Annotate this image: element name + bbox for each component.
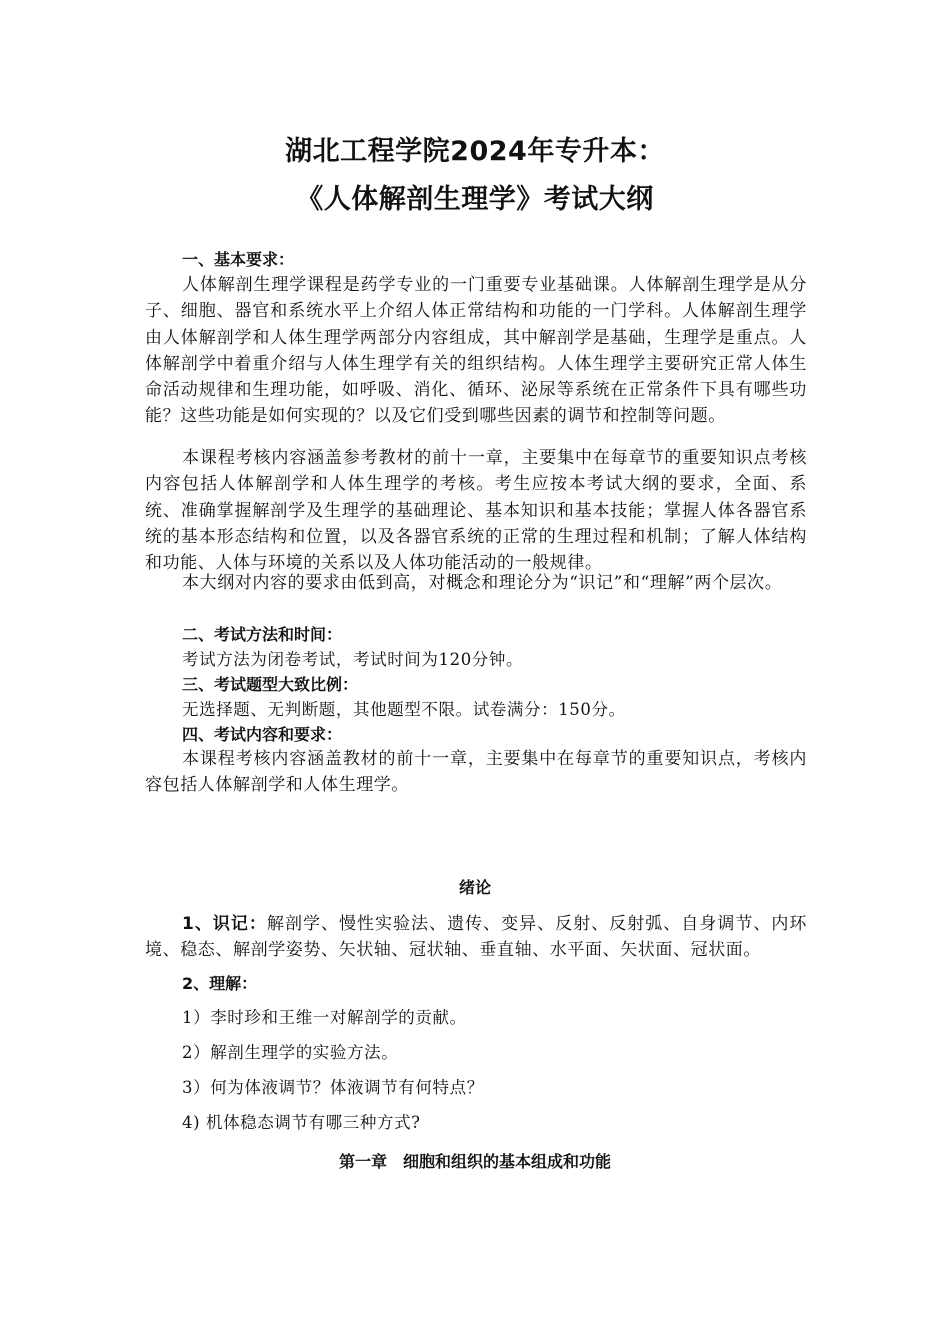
intro-title: 绪论 [458, 878, 491, 897]
document-title-line1: 湖北工程学院2024年专升本： [285, 136, 665, 167]
section-basic-paragraph-3: 本大纲对内容的要求由低到高，对概念和理论分为“识记”和“理解”两个层次。 [182, 573, 783, 593]
chapter1-title: 第一章 细胞和组织的基本组成和功能 [338, 1152, 611, 1171]
intro-memorize-label: 1、识记： [182, 914, 267, 934]
section-types-heading: 三、考试题型大致比例： [182, 675, 359, 694]
section-basic-paragraph-1: 人体解剖生理学课程是药学专业的一门重要专业基础课。人体解剖生理学是从分子、细胞、器官和系统水平上介绍人体正常结构和功能的一门学科。人体解剖生理学由人体解剖学和人体生理学两部分内容组成，其中解剖学是基础，生理学是重点。人体解剖学中着重介绍与人体生理学有关的组织结构。人体生理学主要研究正常人体生命活动规律和生理功能，如呼吸、消化、循环、泌尿等系统在正常条件下具有哪些功能？这些功能是如何实现的？以及它们受到哪些因素的调节和控制等问题。 [145, 275, 807, 427]
intro-memorize [145, 911, 807, 964]
section-method-text: 考试方法为闭卷考试，考试时间为120分钟。 [182, 650, 524, 669]
intro-item-1: 1）李时珍和王维一对解剖学的贡献。 [182, 1008, 467, 1027]
section-types-text: 无选择题、无判断题，其他题型不限。试卷满分：150分。 [182, 700, 626, 719]
intro-memorize-text: 解剖学、慢性实验法、遗传、变异、反射、反射弧、自身调节、内环境、稳态、解剖学姿势、矢状轴、冠状轴、垂直轴、水平面、矢状面、冠状面。 [145, 914, 807, 961]
intro-item-2: 2）解剖生理学的实验方法。 [182, 1043, 399, 1062]
section-content-text: 本课程考核内容涵盖教材的前十一章，主要集中在每章节的重要知识点，考核内容包括人体解剖学和人体生理学。 [145, 749, 807, 796]
intro-item-4: 4) 机体稳态调节有哪三种方式? [182, 1113, 421, 1132]
document-title-line2: 《人体解剖生理学》考试大纲 [296, 184, 654, 215]
section-method-heading: 二、考试方法和时间： [182, 625, 343, 644]
intro-item-3: 3）何为体液调节？体液调节有何特点？ [182, 1078, 484, 1097]
section-content-heading: 四、考试内容和要求： [182, 725, 343, 744]
intro-understand-label: 2、理解： [182, 974, 258, 993]
section-basic-heading: 一、基本要求： [182, 250, 295, 269]
section-basic-paragraph-2: 本课程考核内容涵盖参考教材的前十一章，主要集中在每章节的重要知识点考核内容包括人体解剖学和人体生理学的考核。考生应按本考试大纲的要求，全面、系统、准确掌握解剖学及生理学的基础理论、基本知识和基本技能；掌握人体各器官系统的基本形态结构和位置，以及各器官系统的正常的生理过程和机制；了解人体结构和功能、人体与环境的关系以及人体功能活动的一般规律。 [145, 448, 807, 574]
